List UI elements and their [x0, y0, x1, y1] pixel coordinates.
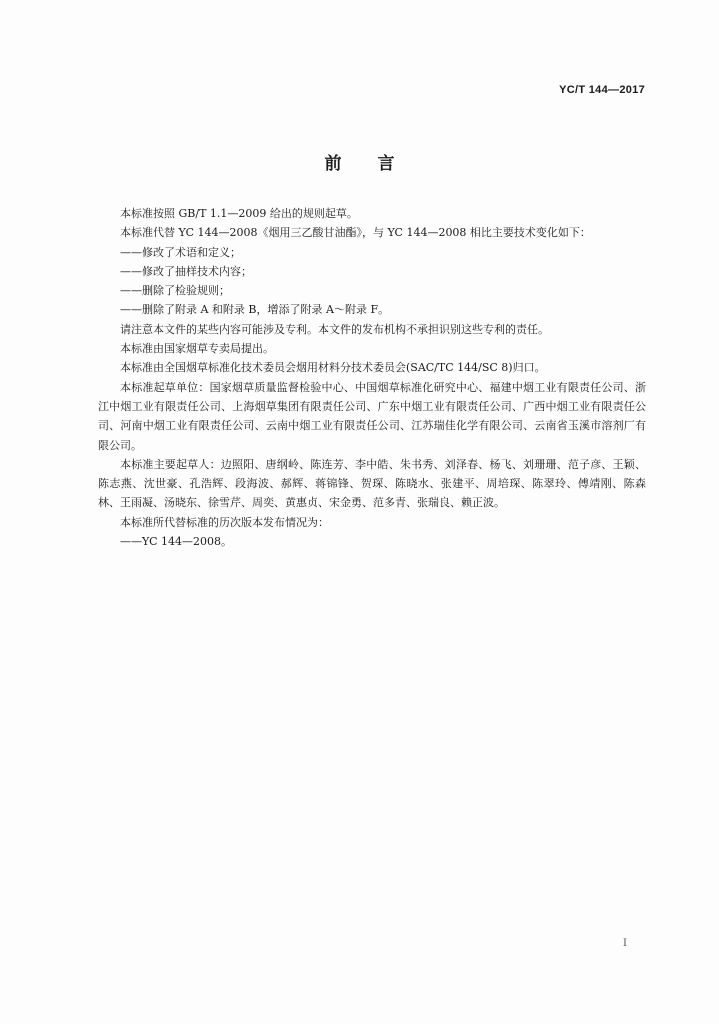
change-item-sampling: ——修改了抽样技术内容； [120, 264, 252, 278]
paragraph-under-jurisdiction: 本标准由全国烟草标准化技术委员会烟用材料分技术委员会(SAC/TC 144/SC 8)归口。 [120, 361, 546, 375]
paragraph-previous-editions: 本标准所代替标准的历次版本发布情况为： [120, 515, 329, 529]
page-title: 前言 [324, 154, 431, 174]
paragraph-replacement: 本标准代替 YC 144—2008《烟用三乙酸甘油酯》，与 YC 144—2008 相比主要技术变化如下： [120, 226, 591, 240]
previous-edition-item: ——YC 144—2008。 [120, 535, 232, 549]
standard-number: YC/T 144—2017 [559, 84, 645, 96]
paragraph-drafters: 本标准主要起草人：边照阳、唐纲岭、陈连芳、李中皓、朱书秀、刘泽春、杨飞、刘珊珊、范子彦、王颖、陈志燕、沈世豪、孔浩辉、段海波、郝辉、蒋锦锋、贺琛、陈晓水、张建平、周培琛、陈翠玲、傅靖刚、陈森林、王雨凝、汤晓东、徐雪芹、周奕、黄惠贞、宋金勇、范多青、张瑞良、赖正波。 [98, 457, 646, 510]
paragraph-drafting-rules: 本标准按照 GB/T 1.1—2009 给出的规则起草。 [120, 207, 358, 220]
change-item-inspection: ——删除了检验规则； [120, 284, 230, 298]
paragraph-patent-notice: 请注意本文件的某些内容可能涉及专利。本文件的发布机构不承担识别这些专利的责任。 [120, 322, 549, 336]
paragraph-proposed-by: 本标准由国家烟草专卖局提出。 [120, 342, 274, 356]
page-number: I [623, 938, 627, 949]
paragraph-drafting-units: 本标准起草单位：国家烟草质量监督检验中心、中国烟草标准化研究中心、福建中烟工业有限责任公司、浙江中烟工业有限责任公司、上海烟草集团有限责任公司、广东中烟工业有限责任公司、广西中烟工业有限责任公司、河南中烟工业有限责任公司、云南中烟工业有限责任公司、江苏瑞佳化学有限公司、云南省玉溪市溶剂厂有限公司。 [98, 380, 646, 452]
foreword-body [98, 204, 646, 551]
change-item-annex: ——删除了附录 A 和附录 B，增添了附录 A～附录 F。 [120, 303, 390, 317]
change-item-terms: ——修改了术语和定义； [120, 245, 241, 259]
